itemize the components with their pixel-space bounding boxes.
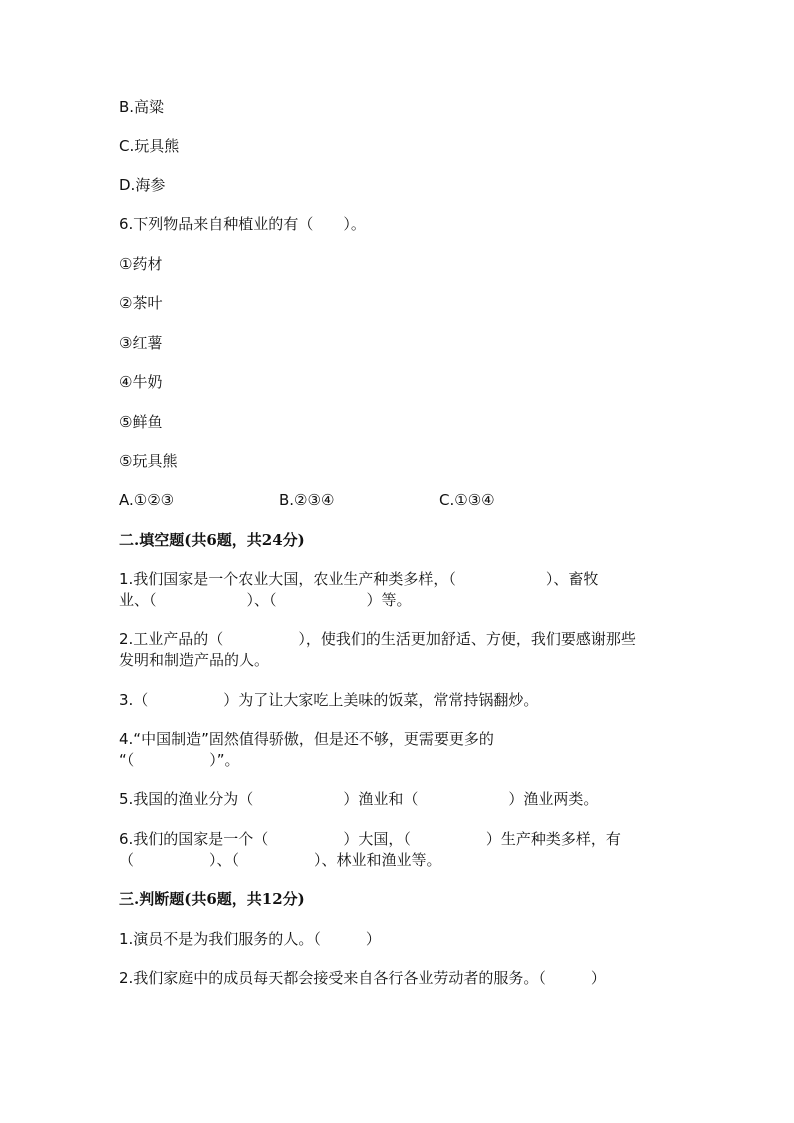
q6-item-2: ②茶叶 [119,294,163,312]
fill-q4-line2: “（ ）”。 [119,751,240,769]
q5-option-c: C.玩具熊 [119,137,180,155]
section3-heading: 三.判断题(共6题，共12分) [119,890,305,908]
fill-q6-line2: （ ）、（ ）、林业和渔业等。 [119,851,442,869]
q6-item-3: ③红薯 [119,334,163,352]
q6-choice-c: C.①③④ [439,491,495,509]
q5-option-b: B.高粱 [119,98,165,116]
fill-q2-line1: 2.工业产品的（ ），使我们的生活更加舒适、方便，我们要感谢那些 [119,630,636,648]
q6-stem: 6.下列物品来自种植业的有（ ）。 [119,215,366,233]
fill-q1-line1: 1.我们国家是一个农业大国，农业生产种类多样，（ ）、畜牧 [119,570,599,588]
q6-item-1: ①药材 [119,255,163,273]
section2-heading: 二.填空题(共6题，共24分) [119,531,305,549]
fill-q4-line1: 4.“中国制造”固然值得骄傲，但是还不够，更需要更多的 [119,730,494,748]
fill-q6-line1: 6.我们的国家是一个（ ）大国，（ ）生产种类多样，有 [119,830,621,848]
q6-choice-b: B.②③④ [279,491,335,509]
judge-q1: 1.演员不是为我们服务的人。（ ） [119,930,381,948]
fill-q1-line2: 业、（ ）、（ ）等。 [119,591,412,609]
fill-q2-line2: 发明和制造产品的人。 [119,651,270,669]
q6-choice-a: A.①②③ [119,491,175,509]
q6-item-6: ⑤玩具熊 [119,452,178,470]
judge-q2: 2.我们家庭中的成员每天都会接受来自各行各业劳动者的服务。（ ） [119,969,606,987]
fill-q5: 5.我国的渔业分为（ ）渔业和（ ）渔业两类。 [119,790,599,808]
q6-item-5: ⑤鲜鱼 [119,413,163,431]
q6-item-4: ④牛奶 [119,373,163,391]
q5-option-d: D.海参 [119,176,166,194]
fill-q3: 3.（ ）为了让大家吃上美味的饭菜，常常持锅翻炒。 [119,691,539,709]
